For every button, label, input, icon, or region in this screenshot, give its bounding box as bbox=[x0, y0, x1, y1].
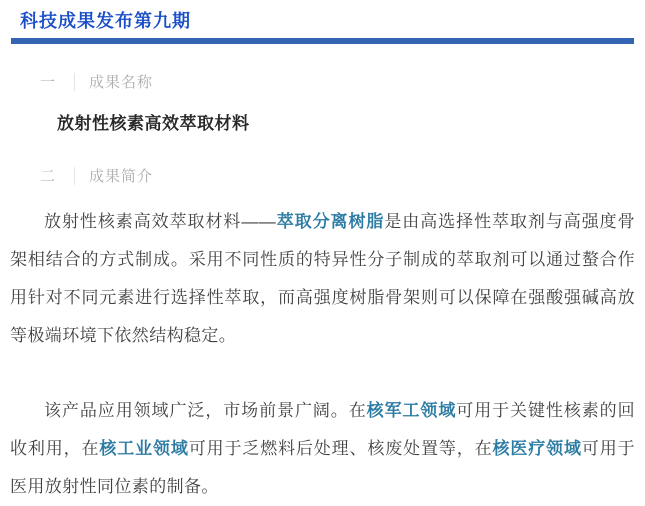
highlight-term: 核军工领域 bbox=[366, 401, 457, 420]
section-divider bbox=[74, 73, 75, 91]
text-segment: 该产品应用领域广泛，市场前景广阔。在 bbox=[44, 401, 367, 420]
text-segment: 是由高选择性萃取剂与高强度骨架相结合的方式制成。采用不同性质的特异性分子制成的萃取剂可以通过螯合作用针对不同元素进行选择性萃取，而高强度树脂骨架则可以保障在强酸强碱高放等极端环境下依然结构稳定。 bbox=[10, 212, 635, 345]
text-segment: 可用于医用放射性同位素的制备。 bbox=[10, 439, 636, 496]
text-segment: 放射性核素高效萃取材料—— bbox=[44, 212, 277, 231]
section-number: 一 bbox=[40, 74, 57, 91]
section-heading-result-name bbox=[40, 71, 645, 92]
text-segment: 可用于乏燃料后处理、核废处置等，在 bbox=[188, 439, 493, 458]
paragraph-application bbox=[10, 392, 635, 506]
result-name: 放射性核素高效萃取材料 bbox=[57, 114, 250, 133]
page-title: 科技成果发布第九期 bbox=[20, 11, 191, 31]
article-page bbox=[0, 9, 645, 496]
section-title: 成果名称 bbox=[89, 74, 154, 91]
section-heading-result-intro bbox=[40, 165, 645, 186]
title-underline bbox=[11, 38, 634, 44]
highlight-term: 核工业领域 bbox=[99, 439, 189, 458]
text-segment: 可用于关键性核素的回收利用，在 bbox=[10, 401, 636, 458]
section-number: 二 bbox=[40, 168, 57, 185]
section-title: 成果简介 bbox=[89, 168, 154, 185]
paragraph-intro bbox=[10, 203, 635, 355]
highlight-term: 萃取分离树脂 bbox=[276, 212, 385, 231]
highlight-term: 核医疗领域 bbox=[492, 439, 582, 458]
section-divider bbox=[74, 167, 75, 185]
